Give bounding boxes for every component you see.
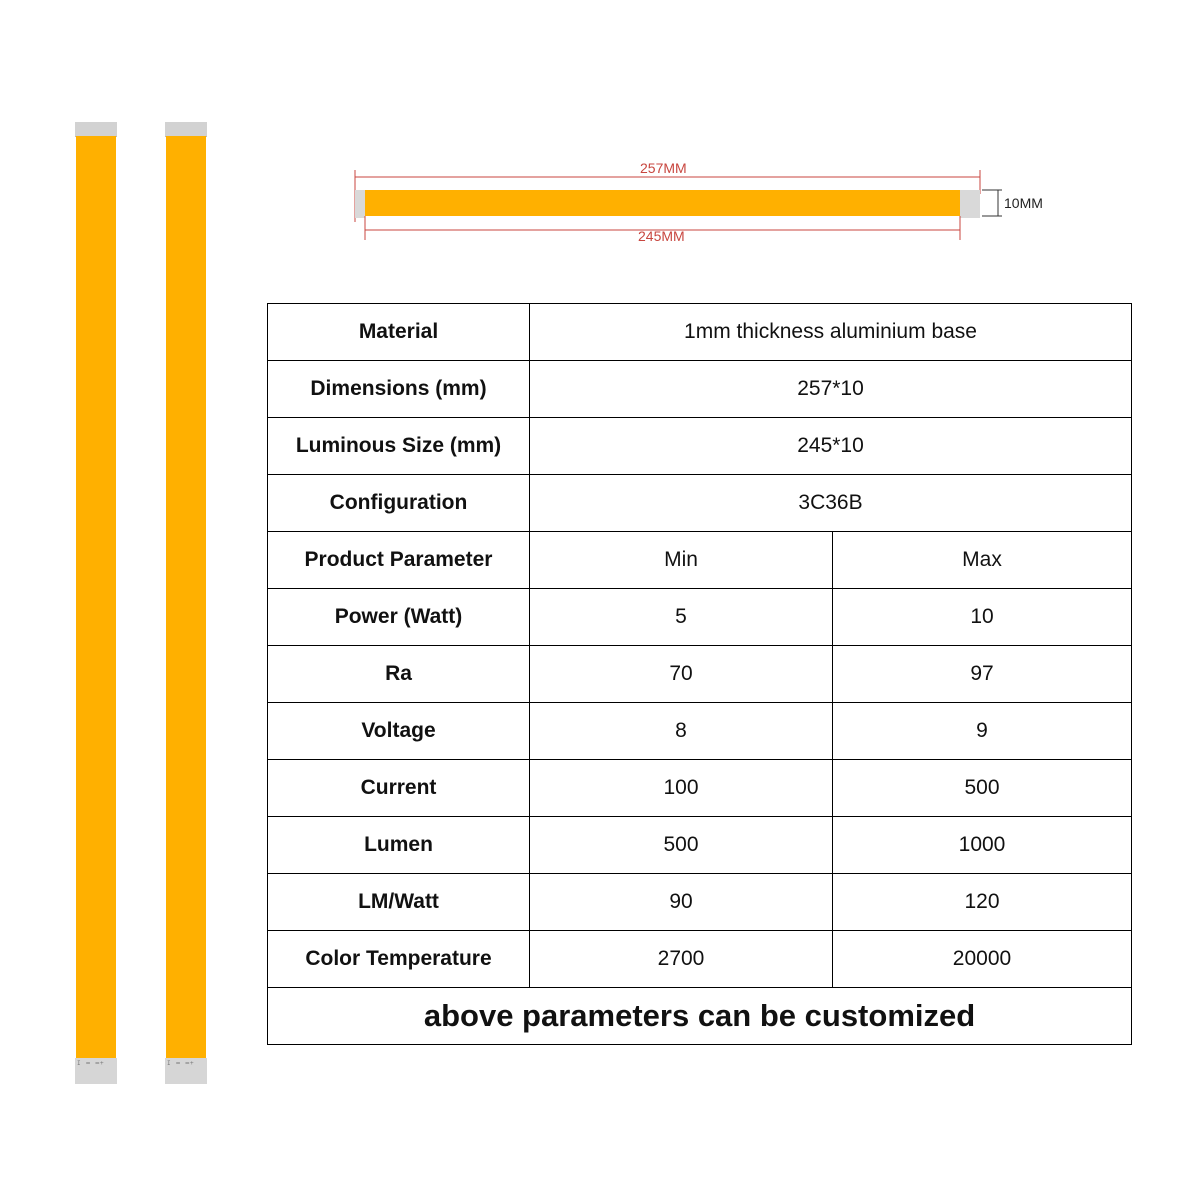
width-label: 10MM	[1004, 195, 1043, 211]
param-label: LM/Watt	[268, 874, 530, 931]
param-min: 5	[530, 589, 833, 646]
row-value: 257*10	[530, 361, 1132, 418]
row-label: Material	[268, 304, 530, 361]
param-label: Color Temperature	[268, 931, 530, 988]
table-row	[268, 646, 1132, 703]
strip-cap-top	[165, 122, 207, 137]
led-strip-right	[165, 122, 207, 1084]
row-label: Dimensions (mm)	[268, 361, 530, 418]
table-row	[268, 475, 1132, 532]
param-max: 97	[833, 646, 1132, 703]
param-max: 9	[833, 703, 1132, 760]
param-min: 500	[530, 817, 833, 874]
row-value: 245*10	[530, 418, 1132, 475]
strip-cap-top	[75, 122, 117, 137]
board-cap-right	[960, 190, 980, 218]
param-max: 120	[833, 874, 1132, 931]
row-value: 3C36B	[530, 475, 1132, 532]
param-min: 70	[530, 646, 833, 703]
customization-note: above parameters can be customized	[268, 988, 1132, 1045]
table-row	[268, 589, 1132, 646]
param-max: 10	[833, 589, 1132, 646]
param-header-max: Max	[833, 532, 1132, 589]
param-header-min: Min	[530, 532, 833, 589]
strip-emitting-area	[166, 136, 206, 1066]
param-label: Power (Watt)	[268, 589, 530, 646]
row-value: 1mm thickness aluminium base	[530, 304, 1132, 361]
param-min: 2700	[530, 931, 833, 988]
param-label: Lumen	[268, 817, 530, 874]
dimension-drawing	[340, 150, 1080, 260]
table-row	[268, 874, 1132, 931]
solder-pads-icon: I ═ ═+	[167, 1060, 195, 1067]
total-length-label: 257MM	[640, 160, 687, 176]
param-label: Current	[268, 760, 530, 817]
spec-table	[267, 303, 1132, 1045]
led-strip-left	[75, 122, 117, 1084]
row-label: Luminous Size (mm)	[268, 418, 530, 475]
table-row	[268, 418, 1132, 475]
solder-pads-icon: I ═ ═+	[77, 1060, 105, 1067]
table-row	[268, 760, 1132, 817]
table-row	[268, 703, 1132, 760]
param-label: Ra	[268, 646, 530, 703]
param-min: 100	[530, 760, 833, 817]
strip-cap-bottom	[75, 1058, 117, 1084]
table-row	[268, 304, 1132, 361]
param-min: 90	[530, 874, 833, 931]
footer-row	[268, 988, 1132, 1045]
table-row	[268, 817, 1132, 874]
dimension-diagram	[340, 150, 1080, 260]
strip-cap-bottom	[165, 1058, 207, 1084]
param-max: 1000	[833, 817, 1132, 874]
param-label: Voltage	[268, 703, 530, 760]
param-min: 8	[530, 703, 833, 760]
param-header-row	[268, 532, 1132, 589]
param-max: 500	[833, 760, 1132, 817]
table-row	[268, 931, 1132, 988]
table-row	[268, 361, 1132, 418]
strip-emitting-area	[76, 136, 116, 1066]
param-header-label: Product Parameter	[268, 532, 530, 589]
luminous-length-label: 245MM	[638, 228, 685, 244]
board-emitting-area	[365, 190, 960, 216]
board-cap-left	[355, 190, 365, 218]
row-label: Configuration	[268, 475, 530, 532]
param-max: 20000	[833, 931, 1132, 988]
